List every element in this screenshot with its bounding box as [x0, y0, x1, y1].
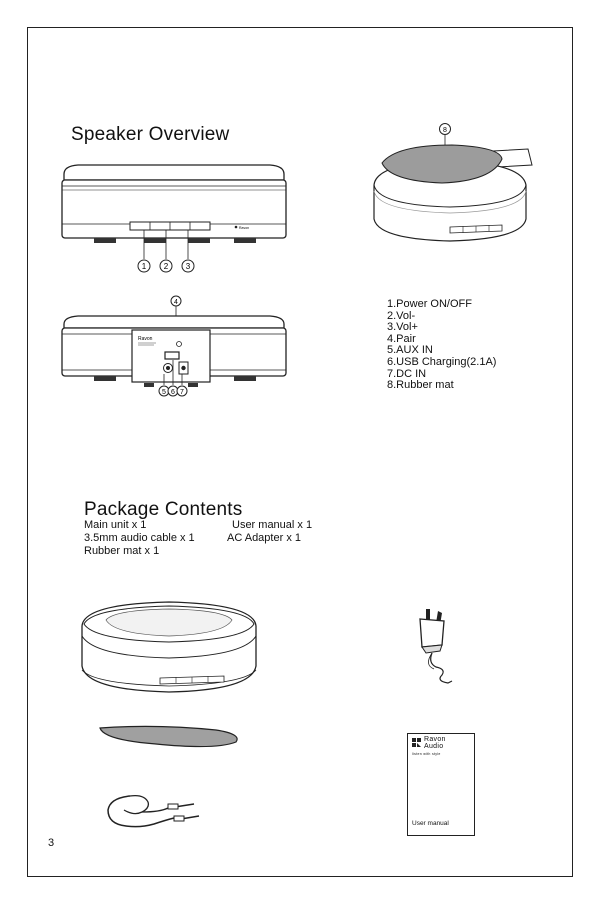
- overview-title: Speaker Overview: [71, 124, 230, 145]
- speaker-back-view: [58, 290, 290, 410]
- audio-cable-image: [104, 790, 204, 835]
- package-item-audio-cable: 3.5mm audio cable x 1: [84, 532, 195, 544]
- callout-3: 3: [185, 262, 191, 271]
- brand-logo-icon: [412, 738, 422, 748]
- ac-adapter-image: [402, 605, 462, 685]
- callout-6: 6: [171, 389, 175, 396]
- feature-list: [387, 299, 496, 392]
- package-title: Package Contents: [84, 499, 243, 520]
- feature-item: 8.Rubber mat: [387, 379, 454, 392]
- back-logo: Ravon: [138, 336, 153, 342]
- callout-5: 5: [162, 389, 166, 396]
- front-logo: Ravon: [239, 226, 250, 230]
- callout-4: 4: [174, 299, 178, 306]
- package-item-ac-adapter: AC Adapter x 1: [227, 532, 301, 544]
- speaker-front-view: [58, 160, 290, 280]
- package-item-main-unit: Main unit x 1: [84, 519, 147, 531]
- callout-2: 2: [163, 262, 169, 271]
- main-unit-image: [74, 596, 264, 696]
- package-item-user-manual: User manual x 1: [232, 519, 313, 531]
- feature-item: 1.Power ON/OFF: [387, 298, 472, 310]
- feature-item: 4.Pair: [387, 332, 416, 345]
- manual-tagline: listen with style: [412, 752, 441, 756]
- rubber-mat-image: [96, 722, 246, 752]
- feature-item: 6.USB Charging(2.1A): [387, 355, 497, 368]
- callout-1: 1: [141, 262, 147, 271]
- feature-item: 3.Vol+: [387, 321, 418, 334]
- callout-8: 8: [443, 127, 447, 134]
- user-manual-image: [407, 733, 475, 836]
- feature-item: 5.AUX IN: [387, 344, 433, 357]
- manual-brand-line1: Ravon: [424, 736, 446, 743]
- page-number: 3: [48, 837, 55, 849]
- feature-item: 7.DC IN: [387, 367, 427, 380]
- callout-7: 7: [180, 389, 184, 396]
- feature-item: 2.Vol-: [387, 309, 416, 322]
- manual-label: User manual: [412, 820, 449, 827]
- speaker-mat-view: [362, 115, 542, 245]
- manual-brand-line2: Audio: [424, 743, 444, 750]
- package-item-rubber-mat: Rubber mat x 1: [84, 545, 160, 557]
